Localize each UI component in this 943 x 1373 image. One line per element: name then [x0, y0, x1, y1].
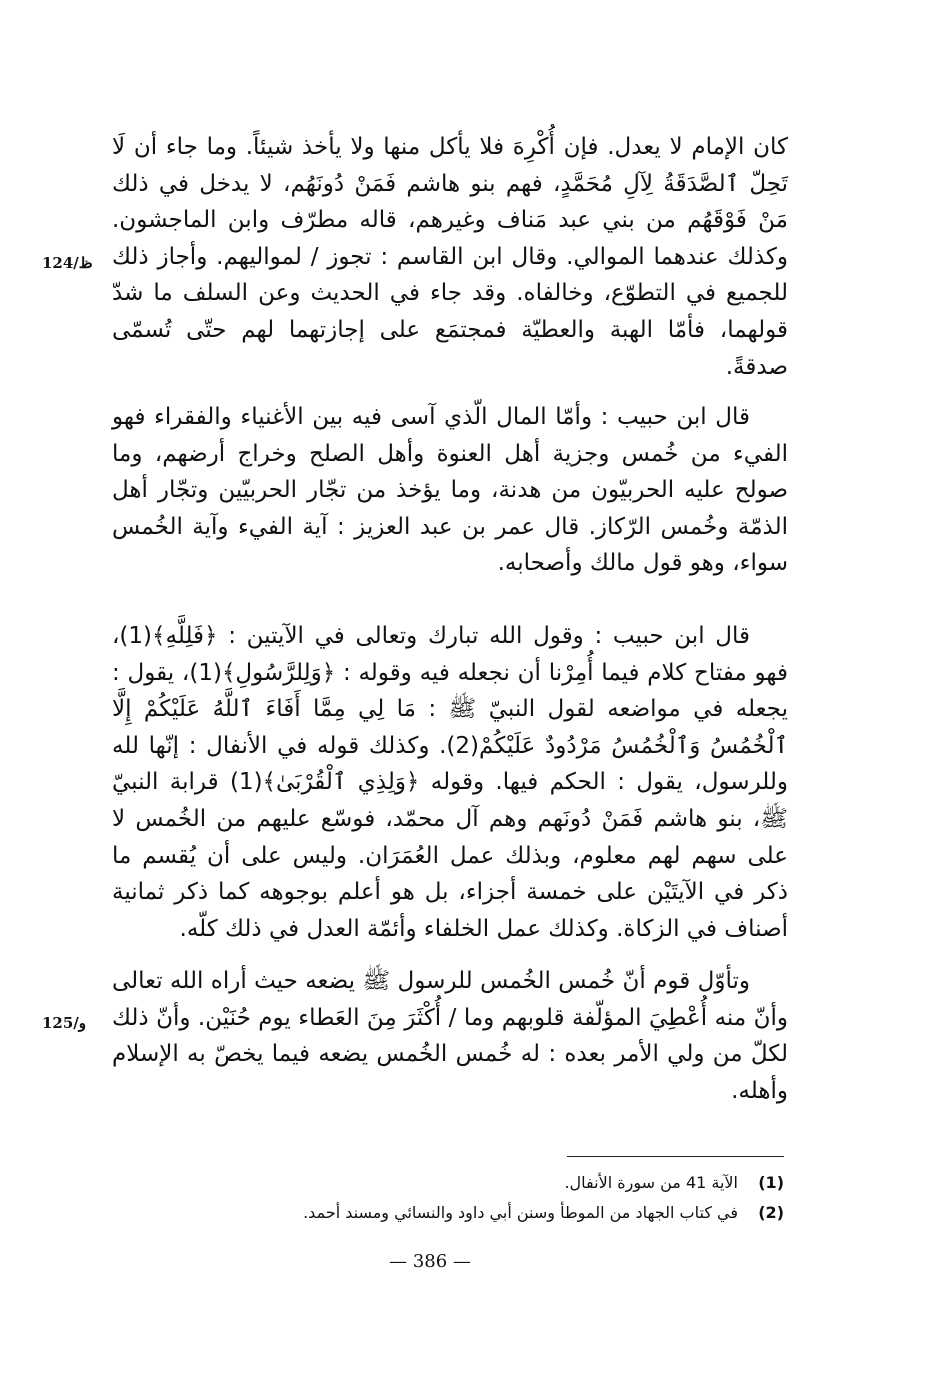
footnote-1-text: الآية 41 من سورة الأنفال.	[564, 1173, 738, 1192]
margin-folio-note-124: 124/ظ	[42, 254, 93, 272]
page-number: — 386 —	[389, 1251, 471, 1272]
paragraph-3-text: قال ابن حبيب : وقول الله تبارك وتعالى في الآيتين : ﴿فَلِلَّهِ﴾(1)، فهو مفتاح كلام فيما أُمِرْنا أن نجعله فيه وقوله : ﴿وَلِلرَّسُولِ﴾(1)، يقول : يجعله في مواضعه لقول النبيّ ﷺ : مَا لِي مِمَّا أَفَاءَ ٱللَّهُ عَلَيْكُمْ إِلَّا ٱلْخُمُسُ وَٱلْخُمُسُ مَرْدُودٌ عَلَيْكُمْ(2). وكذلك قوله في الأنفال : إنّها لله وللرسول، يقول : الحكم فيها. وقوله ﴿وَلِذِي ٱلْقُرْبَىٰ﴾(1) قرابة النبيّ ﷺ، بنو هاشم فَمَنْ دُونَهم وهم آل محمّد، فوسّع عليهم من الخُمس لا على سهم لهم معلوم، وبذلك عمل العُمَرَان. وليس على أن يُقسم ما ذكر في الآيتَيْن على خمسة أجزاء، بل هو أعلم بوجوهه كما ذكر ثمانية أصناف في الزكاة. وكذلك عمل الخلفاء وأئمّة العدل في ذلك كلّه.	[112, 623, 788, 942]
footnote-1	[300, 1168, 784, 1198]
footnote-2-number: (2)	[758, 1203, 784, 1222]
margin-folio-note-125: 125/و	[42, 1014, 87, 1032]
paragraph-1-text: كان الإمام لا يعدل. فإن أُكْرِهَ فلا يأكل منها ولا يأخذ شيئاً. وما جاء أن لَا تَحِلّ ٱلصَّدَقَةُ لِآلِ مُحَمَّدٍ، فهم بنو هاشم فَمَنْ دُونَهُم، لا يدخل في ذلك مَنْ فَوْقَهُم من بني عبد مَناف وغيرهم، قاله مطرّف وابن الماجشون. وكذلك عندهما الموالي. وقال ابن القاسم : تجوز / لمواليهم. وأجاز ذلك للجميع في التطوّع، وخالفاه. وقد جاء في الحديث وعن السلف ما شدّ قولهما، فأمّا الهبة والعطيّة فمجتمَع على إجازتهما لهم حتّى تُسمّى صدقةً.	[112, 134, 788, 380]
footnote-2-text: في كتاب الجهاد من الموطأ وسنن أبي داود والنسائي ومسند أحمد.	[303, 1203, 738, 1222]
footnotes	[300, 1168, 784, 1228]
footnote-separator	[567, 1156, 784, 1157]
paragraph-4-text: وتأوّل قوم أنّ خُمس الخُمس للرسول ﷺ يضعه حيث أراه الله تعالى وأنّ منه أُعْطِيَ المؤلّفة قلوبهم وما / أُكْثَرَ مِنَ العَطاء يوم حُنَيْن. وأنّ ذلك لكلّ من ولي الأمر بعده : له خُمس الخُمس يضعه فيما يخصّ به الإسلام وأهله.	[112, 968, 788, 1104]
footnote-1-number: (1)	[758, 1173, 784, 1192]
paragraph-1	[112, 129, 788, 385]
paragraph-3	[112, 618, 788, 947]
paragraph-2-text: قال ابن حبيب : وأمّا المال الّذي آسى فيه بين الأغنياء والفقراء فهو الفيء من خُمس وجزية أهل العنوة وأهل الصلح وخراج أرضهم، وما صولح عليه الحربيّون من هدنة، وما يؤخذ من تجّار الحربيّين وتجّار أهل الذمّة وخُمس الرّكاز. قال عمر بن عبد العزيز : آية الفيء وآية الخُمس سواء، وهو قول مالك وأصحابه.	[112, 404, 788, 577]
paragraph-4	[112, 963, 788, 1109]
paragraph-2	[112, 399, 788, 582]
footnote-2	[300, 1198, 784, 1228]
